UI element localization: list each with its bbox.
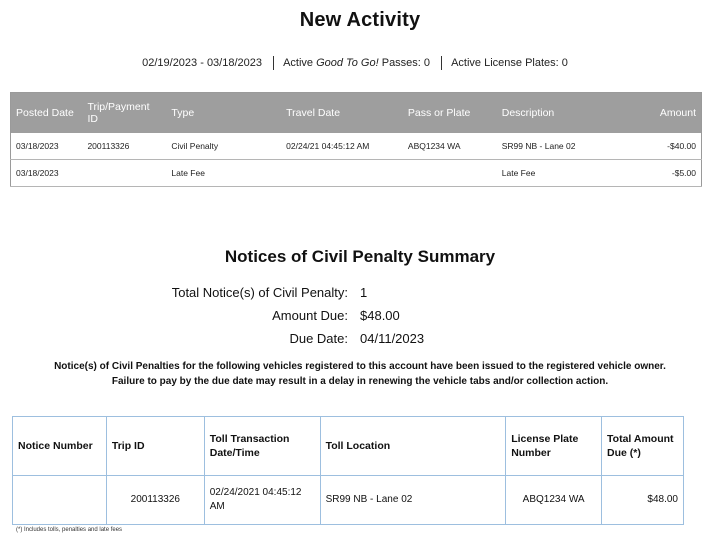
table-row xyxy=(11,160,702,187)
total-due: $48.00 xyxy=(602,476,684,525)
notice-line-1: Notice(s) of Civil Penalties for the following vehicles registered to this account have been issued to the registered vehicle owner. xyxy=(54,361,666,372)
amount-due-label: Amount Due: xyxy=(272,308,348,323)
header-toll-location: Toll Location xyxy=(320,417,506,476)
header-amount: Amount xyxy=(627,93,702,134)
account-summary xyxy=(0,56,710,70)
due-date-value: 04/11/2023 xyxy=(360,331,425,346)
posted-date: 03/18/2023 xyxy=(11,160,83,187)
pass-or-plate: ABQ1234 WA xyxy=(403,133,497,160)
header-type: Type xyxy=(166,93,281,134)
footnote: (*) Includes tolls, penalties and late fees xyxy=(16,527,123,533)
header-trip-id: Trip ID xyxy=(106,417,204,476)
header-trip-payment-id: Trip/Payment ID xyxy=(82,93,166,134)
penalty-summary-title: Notices of Civil Penalty Summary xyxy=(224,247,496,266)
header-license-plate: License Plate Number xyxy=(506,417,602,476)
travel-date: 02/24/21 04:45:12 AM xyxy=(281,133,403,160)
description: Late Fee xyxy=(497,160,627,187)
amount: -$5.00 xyxy=(627,160,702,187)
license-plate: ABQ1234 WA xyxy=(506,476,602,525)
table-row xyxy=(13,476,684,525)
posted-date: 03/18/2023 xyxy=(11,133,83,160)
travel-date xyxy=(281,160,403,187)
trip-payment-id xyxy=(82,160,166,187)
plates-count: Active License Plates: 0 xyxy=(451,56,568,69)
total-notices-label: Total Notice(s) of Civil Penalty: xyxy=(171,285,348,300)
amount: -$40.00 xyxy=(627,133,702,160)
header-description: Description xyxy=(497,93,627,134)
divider xyxy=(273,56,274,70)
due-date-label: Due Date: xyxy=(289,331,348,346)
passes-name: Good To Go! xyxy=(316,56,379,69)
passes-suffix: Passes: 0 xyxy=(378,56,431,69)
header-notice-number: Notice Number xyxy=(13,417,107,476)
page-title: New Activity xyxy=(299,9,421,31)
pass-or-plate xyxy=(403,160,497,187)
header-total-due: Total Amount Due (*) xyxy=(602,417,684,476)
divider xyxy=(441,56,442,70)
table-header-row xyxy=(13,417,684,476)
description: SR99 NB - Lane 02 xyxy=(497,133,627,160)
table-header-row xyxy=(11,93,702,134)
trip-payment-id: 200113326 xyxy=(82,133,166,160)
notice-message xyxy=(0,359,720,389)
trip-id: 200113326 xyxy=(106,476,204,525)
type: Civil Penalty xyxy=(166,133,281,160)
header-travel-date: Travel Date xyxy=(281,93,403,134)
total-notices-value: 1 xyxy=(360,285,368,300)
notice-line-2: Failure to pay by the due date may result in a delay in renewing the vehicle tabs and/or collection action. xyxy=(111,376,609,387)
header-posted-date: Posted Date xyxy=(11,93,83,134)
toll-datetime: 02/24/2021 04:45:12 AM xyxy=(204,476,320,525)
header-toll-datetime: Toll Transaction Date/Time xyxy=(204,417,320,476)
header-pass-or-plate: Pass or Plate xyxy=(403,93,497,134)
amount-due-value: $48.00 xyxy=(360,308,400,323)
notices-table xyxy=(12,416,684,525)
toll-location: SR99 NB - Lane 02 xyxy=(320,476,506,525)
activity-table xyxy=(10,92,702,187)
date-range: 02/19/2023 - 03/18/2023 xyxy=(142,56,262,69)
type: Late Fee xyxy=(166,160,281,187)
notice-number xyxy=(13,476,107,525)
table-row xyxy=(11,133,702,160)
passes-prefix: Active xyxy=(283,56,317,69)
